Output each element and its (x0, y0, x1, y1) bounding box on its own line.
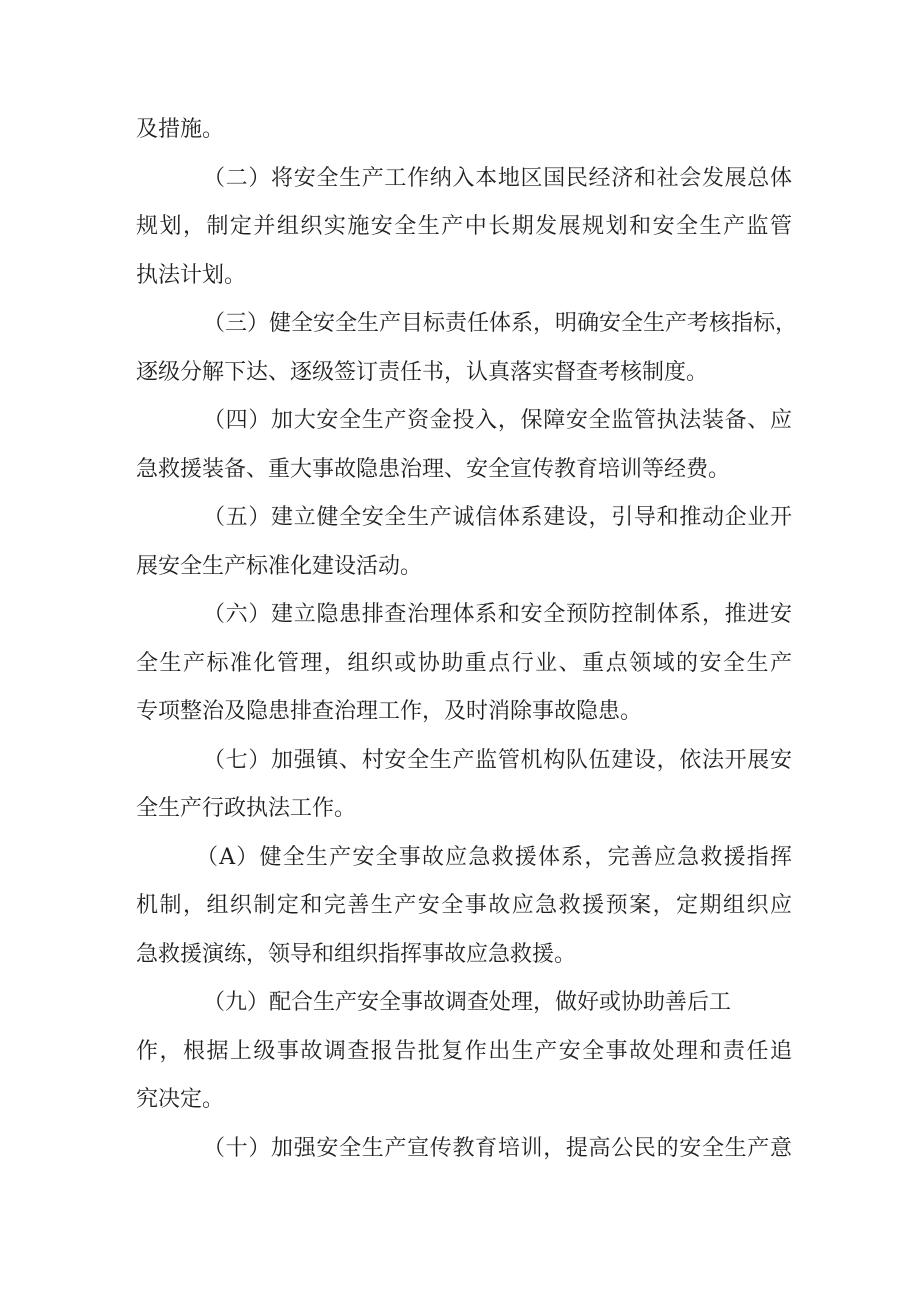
text-line (0, 446, 920, 495)
line-text: 全生产标准化管理，组织或协助重点行业、重点领域的安全生产 (136, 650, 792, 676)
text-line (0, 785, 920, 834)
line-text: 作，根据上级事故调查报告批复作出生产安全事故处理和责任追 (136, 1038, 792, 1064)
text-line (0, 155, 920, 204)
text-line (0, 931, 920, 980)
line-text: 全生产行政执法工作。 (136, 796, 357, 821)
text-line (0, 203, 920, 252)
line-text: 急救援装备、重大事故隐患治理、安全宣传教育培训等经费。 (136, 456, 731, 482)
line-text: 规划，制定并组织实施安全生产中长期发展规划和安全生产监管 (136, 214, 792, 239)
text-line (0, 300, 920, 349)
text-line (0, 591, 920, 640)
text-line (0, 688, 920, 737)
line-text: （九）配合生产安全事故调查处理，做好或协助善后工 (203, 990, 732, 1015)
text-line (0, 494, 920, 543)
text-line (0, 737, 920, 786)
text-line (0, 979, 920, 1028)
line-text: （十）加强安全生产宣传教育培训，提高公民的安全生产意 (203, 1135, 792, 1161)
text-line (0, 106, 920, 155)
text-line (0, 543, 920, 592)
line-text: （六）建立隐患排查治理体系和安全预防控制体系，推进安 (203, 602, 792, 627)
line-text: （四）加大安全生产资金投入，保障安全监管执法装备、应 (203, 408, 792, 433)
line-text: （二）将安全生产工作纳入本地区国民经济和社会发展总体 (203, 165, 792, 191)
text-line (0, 640, 920, 689)
line-text: 究决定。 (136, 1087, 225, 1112)
line-text: 执法计划。 (136, 262, 247, 288)
line-text: 展安全生产标准化建设活动。 (136, 553, 423, 579)
line-text: （五）建立健全安全生产诚信体系建设，引导和推动企业开 (203, 505, 792, 530)
text-line (0, 882, 920, 931)
line-text: 机制，组织制定和完善生产安全事故应急救援预案，定期组织应 (136, 893, 792, 918)
line-text: （A）健全生产安全事故应急救援体系，完善应急救援指挥 (196, 844, 792, 870)
text-line (0, 834, 920, 883)
line-text: 逐级分解下达、逐级签订责任书，认真落实督查考核制度。 (136, 359, 709, 385)
line-text: 及措施。 (136, 117, 225, 142)
line-text: 专项整治及隐患排查治理工作，及时消除事故隐患。 (136, 699, 643, 724)
text-line (0, 252, 920, 301)
text-line (0, 1076, 920, 1125)
text-line (0, 397, 920, 446)
text-line (0, 1125, 920, 1174)
line-text: 急救援演练，领导和组织指挥事故应急救援。 (136, 941, 577, 967)
line-text: （三）健全安全生产目标责任体系，明确安全生产考核指标， (203, 311, 798, 336)
line-text: （七）加强镇、村安全生产监管机构队伍建设，依法开展安 (203, 747, 792, 773)
text-line (0, 349, 920, 398)
document-body (0, 106, 920, 1173)
text-line (0, 1028, 920, 1077)
